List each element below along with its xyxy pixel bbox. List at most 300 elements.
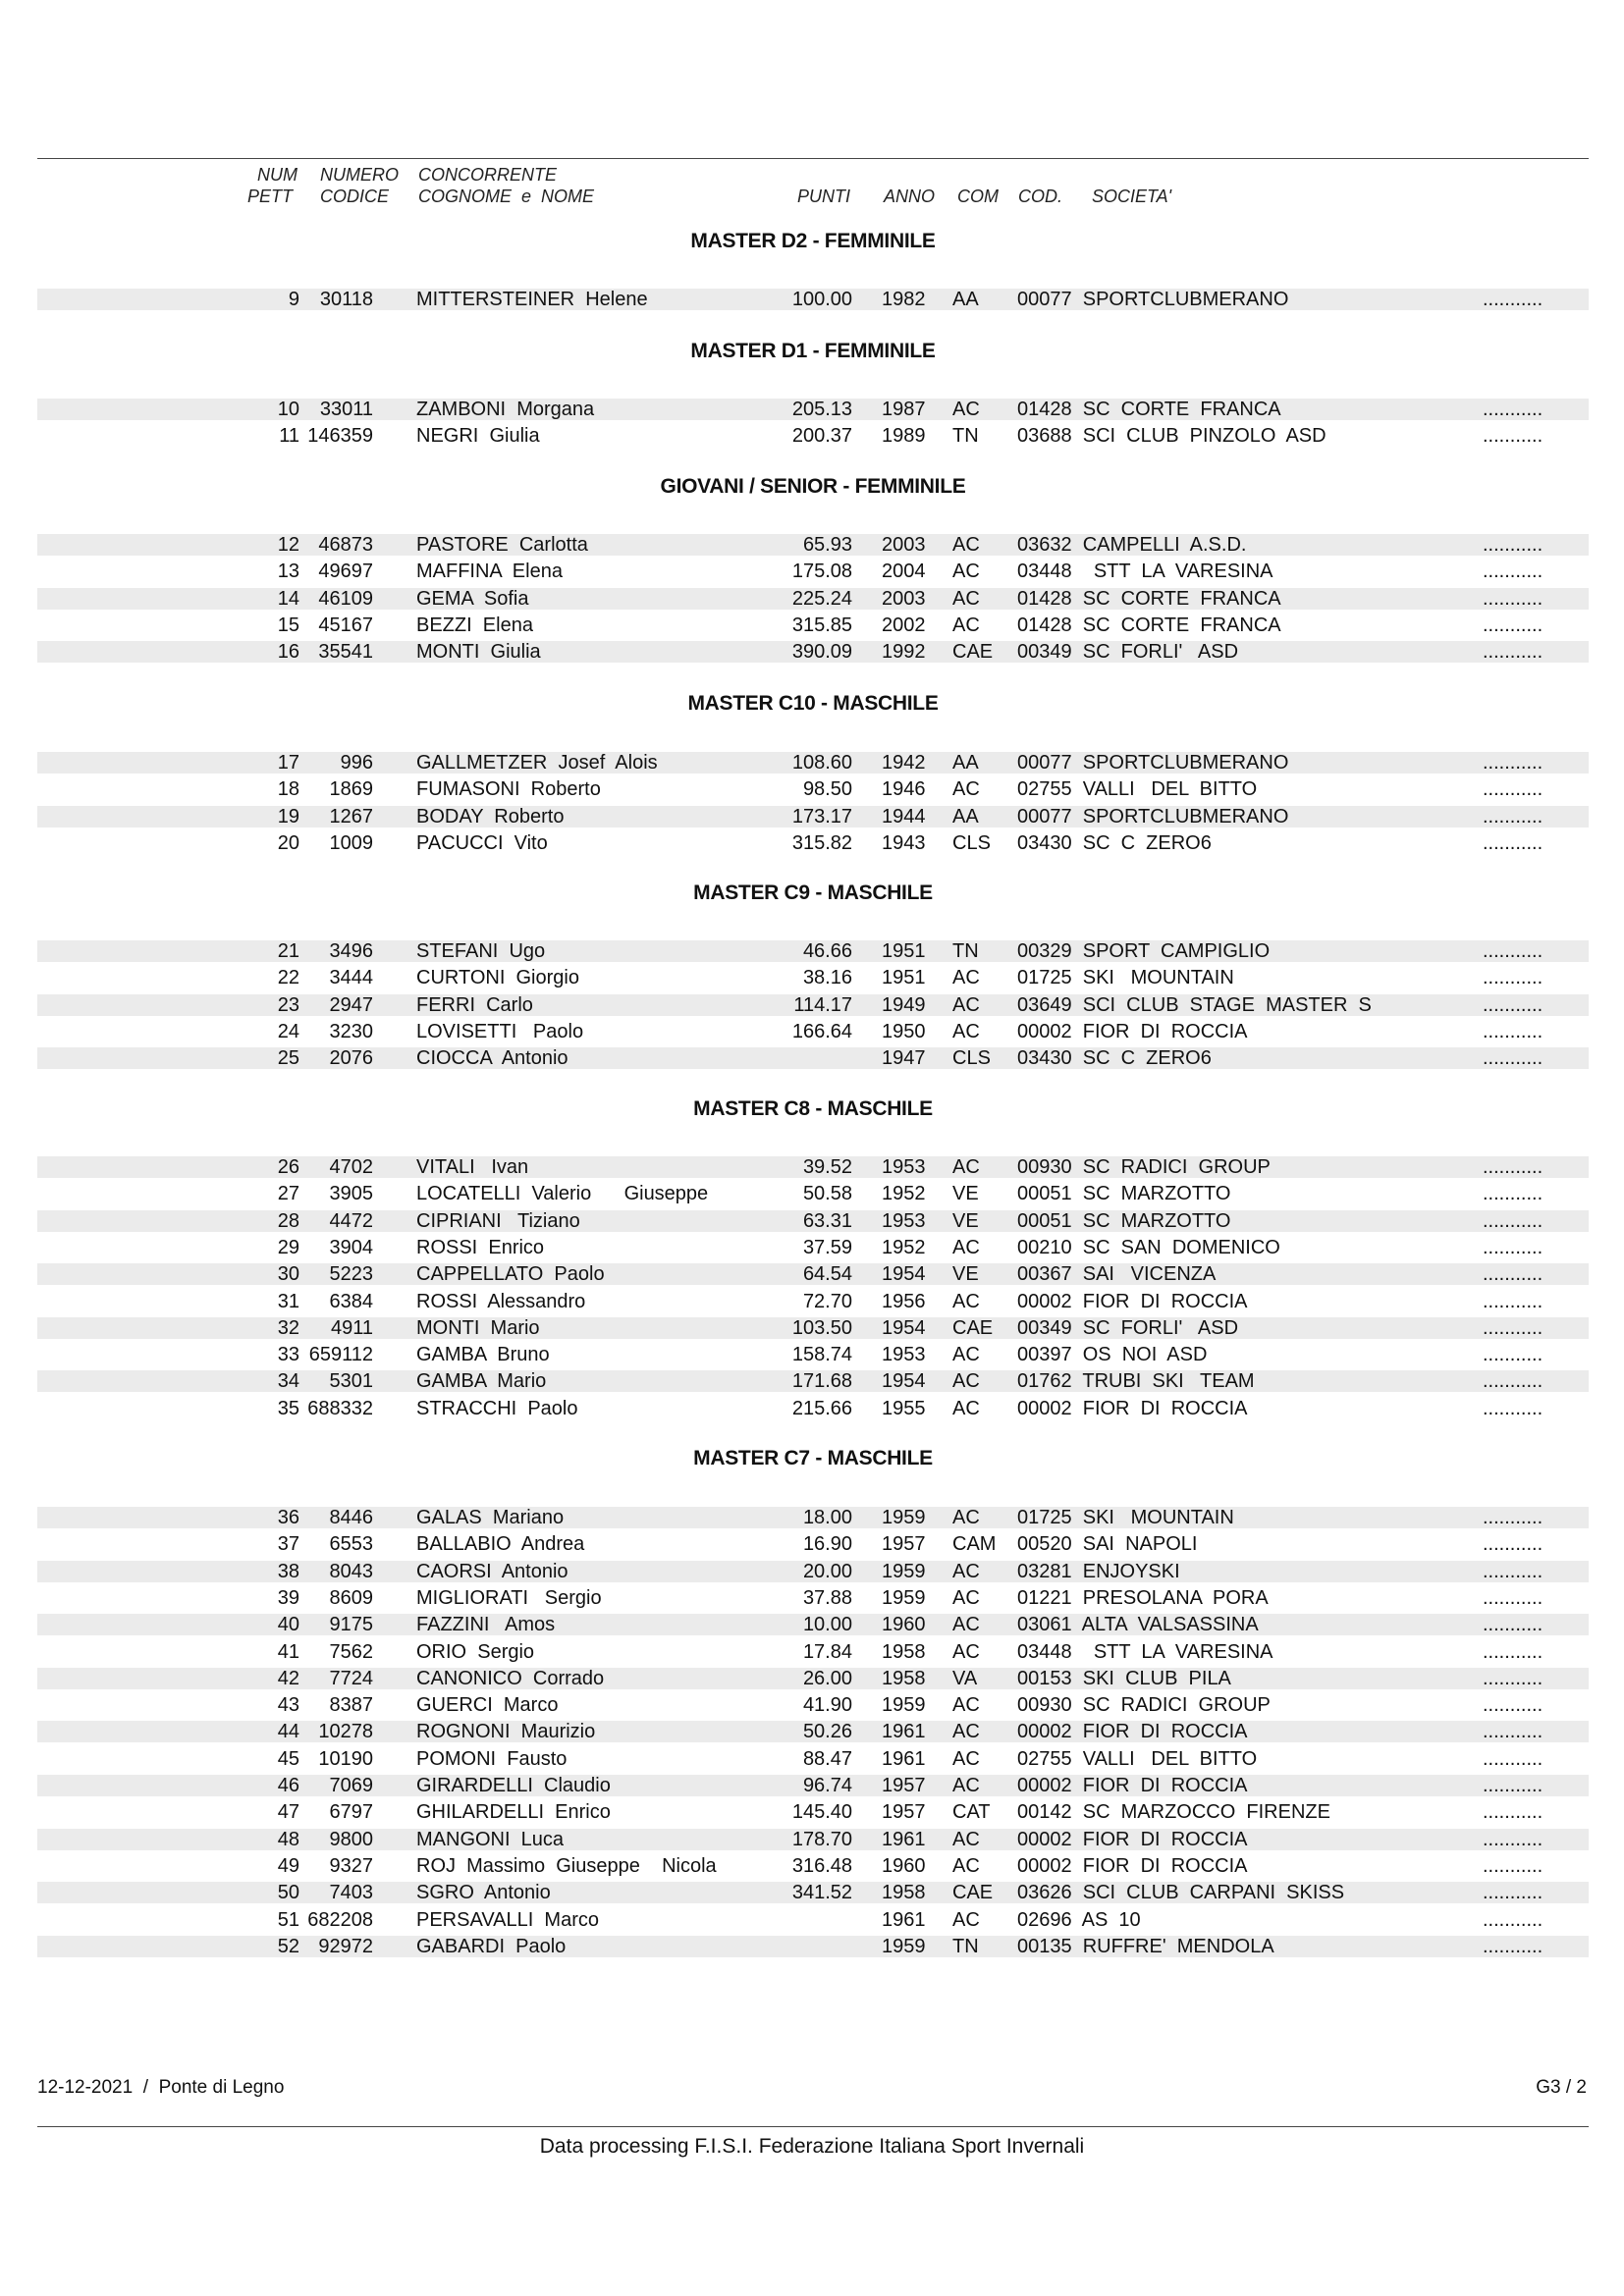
athlete-name: CIOCCA Antonio: [416, 1047, 568, 1070]
committee: AC: [952, 1640, 980, 1663]
athlete-code: 3230: [329, 1020, 373, 1042]
time-placeholder: ...........: [1483, 1828, 1543, 1850]
points: 215.66: [791, 1397, 852, 1419]
athlete-name: CAORSI Antonio: [416, 1560, 568, 1582]
footer-data-processing: Data processing F.I.S.I. Federazione Italiana Sport Invernali: [539, 2135, 1085, 2158]
committee: AC: [952, 778, 980, 801]
club: 00930 SC RADICI GROUP: [1017, 1694, 1271, 1717]
athlete-name: STRACCHI Paolo: [416, 1397, 578, 1419]
club: 00077 SPORTCLUBMERANO: [1017, 805, 1289, 828]
club: 01428 SC CORTE FRANCA: [1017, 399, 1281, 420]
table-row: [37, 1882, 1589, 1903]
birth-year: 1992: [882, 641, 926, 664]
table-row: [37, 614, 1589, 636]
header-com: COM: [957, 187, 999, 206]
committee: AC: [952, 561, 980, 583]
athlete-code: 9800: [329, 1828, 373, 1850]
bib-number: 29: [277, 1236, 299, 1258]
table-row: [37, 1344, 1589, 1365]
birth-year: 1944: [882, 805, 926, 828]
athlete-name: GUERCI Marco: [416, 1694, 559, 1717]
time-placeholder: ...........: [1483, 1316, 1543, 1339]
club: 01762 TRUBI SKI TEAM: [1017, 1370, 1255, 1393]
points: 16.90: [802, 1533, 852, 1556]
section-title: MASTER C10 - MASCHILE: [687, 692, 939, 715]
birth-year: 1957: [882, 1801, 926, 1824]
birth-year: 1961: [882, 1721, 926, 1743]
points: 390.09: [791, 641, 852, 664]
committee: TN: [952, 940, 979, 962]
table-row: [37, 1855, 1589, 1877]
table-row: [37, 1668, 1589, 1689]
club: 01725 SKI MOUNTAIN: [1017, 1507, 1234, 1528]
athlete-name: ROJ Massimo Giuseppe Nicola: [416, 1854, 717, 1877]
points: 38.16: [802, 967, 852, 989]
club: 03448 STT LA VARESINA: [1017, 561, 1273, 583]
committee: AC: [952, 1721, 980, 1743]
athlete-name: LOCATELLI Valerio Giuseppe: [416, 1183, 709, 1205]
athlete-name: CAPPELLATO Paolo: [416, 1263, 605, 1286]
points: 20.00: [802, 1560, 852, 1582]
birth-year: 2003: [882, 587, 926, 610]
committee: AC: [952, 1370, 980, 1393]
committee: AC: [952, 1908, 980, 1931]
bib-number: 36: [277, 1507, 299, 1528]
points: 39.52: [802, 1156, 852, 1178]
time-placeholder: ...........: [1483, 425, 1543, 448]
time-placeholder: ...........: [1483, 1263, 1543, 1286]
athlete-name: BODAY Roberto: [416, 805, 565, 828]
table-row: [37, 1507, 1589, 1528]
athlete-code: 46109: [318, 587, 373, 610]
table-row: [37, 1587, 1589, 1609]
bib-number: 37: [277, 1533, 299, 1556]
birth-year: 1950: [882, 1020, 926, 1042]
athlete-code: 2076: [329, 1047, 373, 1070]
table-row: [37, 778, 1589, 800]
athlete-code: 7724: [329, 1667, 373, 1689]
committee: AC: [952, 534, 980, 556]
committee: AC: [952, 399, 980, 420]
time-placeholder: ...........: [1483, 1775, 1543, 1796]
athlete-code: 35541: [318, 641, 373, 664]
athlete-code: 3904: [329, 1236, 373, 1258]
points: 96.74: [802, 1775, 852, 1796]
table-row: [37, 1263, 1589, 1285]
points: 175.08: [791, 561, 852, 583]
club: 00002 FIOR DI ROCCIA: [1017, 1290, 1248, 1312]
time-placeholder: ...........: [1483, 1586, 1543, 1609]
bib-number: 41: [277, 1640, 299, 1663]
points: 100.00: [791, 289, 852, 310]
table-row: [37, 1317, 1589, 1339]
points: 178.70: [791, 1828, 852, 1850]
bib-number: 51: [277, 1908, 299, 1931]
birth-year: 1949: [882, 993, 926, 1016]
table-row: [37, 1183, 1589, 1204]
time-placeholder: ...........: [1483, 1694, 1543, 1717]
committee: AC: [952, 614, 980, 636]
time-placeholder: ...........: [1483, 534, 1543, 556]
birth-year: 1959: [882, 1560, 926, 1582]
section-title: MASTER C7 - MASCHILE: [693, 1447, 933, 1469]
athlete-code: 3444: [329, 967, 373, 989]
bib-number: 50: [277, 1882, 299, 1904]
athlete-code: 30118: [319, 289, 373, 310]
club: 00930 SC RADICI GROUP: [1017, 1156, 1271, 1178]
birth-year: 1982: [882, 289, 926, 310]
athlete-name: GAMBA Bruno: [416, 1344, 550, 1366]
athlete-code: 8043: [329, 1560, 373, 1582]
bib-number: 42: [277, 1667, 299, 1689]
birth-year: 1951: [882, 967, 926, 989]
committee: AC: [952, 1614, 980, 1636]
table-row: [37, 1533, 1589, 1555]
club: 03448 STT LA VARESINA: [1017, 1640, 1273, 1663]
birth-year: 1942: [882, 752, 926, 774]
points: 315.82: [791, 831, 852, 854]
bib-number: 34: [277, 1370, 299, 1393]
points: 200.37: [791, 425, 852, 448]
points: 103.50: [791, 1316, 852, 1339]
club: 01428 SC CORTE FRANCA: [1017, 614, 1281, 636]
committee: AC: [952, 1828, 980, 1850]
committee: AC: [952, 1747, 980, 1770]
athlete-name: GAMBA Mario: [416, 1370, 547, 1393]
committee: CAM: [952, 1533, 997, 1556]
time-placeholder: ...........: [1483, 1370, 1543, 1393]
points: 88.47: [802, 1747, 852, 1770]
bib-number: 52: [277, 1935, 299, 1957]
bib-number: 35: [277, 1397, 299, 1419]
committee: AA: [952, 805, 979, 828]
club: 03649 SCI CLUB STAGE MASTER S: [1017, 993, 1372, 1016]
bib-number: 44: [277, 1721, 299, 1743]
committee: VA: [952, 1667, 978, 1689]
birth-year: 2004: [882, 561, 926, 583]
committee: CAE: [952, 1316, 994, 1339]
birth-year: 1959: [882, 1507, 926, 1528]
birth-year: 1961: [882, 1828, 926, 1850]
header-cod: COD.: [1018, 187, 1062, 206]
athlete-code: 7562: [329, 1640, 373, 1663]
time-placeholder: ...........: [1483, 967, 1543, 989]
bib-number: 15: [277, 614, 299, 636]
athlete-name: MIGLIORATI Sergio: [416, 1586, 602, 1609]
bib-number: 46: [277, 1775, 299, 1796]
birth-year: 1957: [882, 1775, 926, 1796]
points: 65.93: [802, 534, 852, 556]
athlete-code: 1267: [329, 805, 373, 828]
club: 00142 SC MARZOCCO FIRENZE: [1017, 1801, 1330, 1824]
bib-number: 17: [277, 752, 299, 774]
time-placeholder: ...........: [1483, 1801, 1543, 1824]
club: 03281 ENJOYSKI: [1017, 1560, 1180, 1582]
athlete-name: FAZZINI Amos: [416, 1614, 556, 1636]
bib-number: 18: [277, 778, 299, 801]
athlete-name: PACUCCI Vito: [416, 831, 548, 854]
table-row: [37, 561, 1589, 582]
bib-number: 31: [277, 1290, 299, 1312]
table-row: [37, 1291, 1589, 1312]
time-placeholder: ...........: [1483, 778, 1543, 801]
committee: AC: [952, 1854, 980, 1877]
club: 00349 SC FORLI' ASD: [1017, 641, 1239, 664]
bib-number: 26: [277, 1156, 299, 1178]
table-row: [37, 1775, 1589, 1796]
points: 205.13: [791, 399, 852, 420]
athlete-code: 1869: [329, 778, 373, 801]
birth-year: 1943: [882, 831, 926, 854]
birth-year: 1959: [882, 1935, 926, 1957]
bib-number: 47: [277, 1801, 299, 1824]
committee: AC: [952, 1236, 980, 1258]
athlete-name: NEGRI Giulia: [416, 425, 540, 448]
bib-number: 13: [277, 561, 299, 583]
club: 00210 SC SAN DOMENICO: [1017, 1236, 1280, 1258]
footer-date-location: 12-12-2021 / Ponte di Legno: [37, 2077, 285, 2098]
athlete-name: LOVISETTI Paolo: [416, 1020, 584, 1042]
points: 166.64: [791, 1020, 852, 1042]
athlete-name: MITTERSTEINER Helene: [416, 289, 648, 310]
athlete-code: 9175: [329, 1614, 373, 1636]
birth-year: 1958: [882, 1882, 926, 1904]
athlete-name: GABARDI Paolo: [416, 1935, 567, 1957]
birth-year: 1959: [882, 1694, 926, 1717]
section-title: GIOVANI / SENIOR - FEMMINILE: [660, 475, 966, 498]
club: 01725 SKI MOUNTAIN: [1017, 967, 1234, 989]
committee: AC: [952, 1507, 980, 1528]
table-row: [37, 1748, 1589, 1770]
club: 03430 SC C ZERO6: [1017, 1047, 1212, 1070]
bib-number: 45: [277, 1747, 299, 1770]
points: 315.85: [791, 614, 852, 636]
bib-number: 24: [277, 1020, 299, 1042]
points: 173.17: [791, 805, 852, 828]
time-placeholder: ...........: [1483, 1020, 1543, 1042]
birth-year: 1951: [882, 940, 926, 962]
header-concorrente-bottom: COGNOME e NOME: [418, 187, 595, 206]
committee: CAE: [952, 641, 994, 664]
points: 26.00: [802, 1667, 852, 1689]
club: 03061 ALTA VALSASSINA: [1017, 1614, 1259, 1636]
birth-year: 1952: [882, 1236, 926, 1258]
table-row: [37, 994, 1589, 1016]
athlete-code: 92972: [318, 1935, 373, 1957]
athlete-code: 4911: [330, 1316, 373, 1339]
table-row: [37, 1561, 1589, 1582]
birth-year: 1989: [882, 425, 926, 448]
committee: AC: [952, 1560, 980, 1582]
time-placeholder: ...........: [1483, 614, 1543, 636]
committee: AC: [952, 967, 980, 989]
athlete-code: 9327: [329, 1854, 373, 1877]
athlete-code: 33011: [319, 399, 373, 420]
table-row: [37, 588, 1589, 610]
committee: AA: [952, 289, 979, 310]
club: 00367 SAI VICENZA: [1017, 1263, 1217, 1286]
committee: TN: [952, 425, 979, 448]
time-placeholder: ...........: [1483, 1290, 1543, 1312]
time-placeholder: ...........: [1483, 1854, 1543, 1877]
committee: CAE: [952, 1882, 994, 1904]
table-row: [37, 399, 1589, 420]
athlete-code: 8609: [329, 1586, 373, 1609]
time-placeholder: ...........: [1483, 561, 1543, 583]
points: 145.40: [791, 1801, 852, 1824]
athlete-name: MANGONI Luca: [416, 1828, 565, 1850]
athlete-code: 5301: [329, 1370, 373, 1393]
bib-number: 28: [277, 1209, 299, 1232]
points: 64.54: [802, 1263, 852, 1286]
club: 03626 SCI CLUB CARPANI SKISS: [1017, 1882, 1345, 1904]
committee: AC: [952, 1156, 980, 1178]
table-row: [37, 1721, 1589, 1742]
birth-year: 1958: [882, 1667, 926, 1689]
athlete-code: 688332: [307, 1397, 373, 1419]
points: 98.50: [802, 778, 852, 801]
club: 00329 SPORT CAMPIGLIO: [1017, 940, 1271, 962]
athlete-code: 10190: [318, 1747, 373, 1770]
points: 225.24: [791, 587, 852, 610]
time-placeholder: ...........: [1483, 940, 1543, 962]
committee: VE: [952, 1209, 979, 1232]
athlete-name: BALLABIO Andrea: [416, 1533, 585, 1556]
bib-number: 22: [277, 967, 299, 989]
table-row: [37, 832, 1589, 854]
points: 46.66: [802, 940, 852, 962]
birth-year: 1961: [882, 1908, 926, 1931]
athlete-name: CIPRIANI Tiziano: [416, 1209, 580, 1232]
time-placeholder: ...........: [1483, 1397, 1543, 1419]
athlete-code: 146359: [307, 425, 373, 448]
points: 41.90: [802, 1694, 852, 1717]
time-placeholder: ...........: [1483, 993, 1543, 1016]
athlete-code: 7069: [329, 1775, 373, 1796]
athlete-name: VITALI Ivan: [416, 1156, 529, 1178]
table-row: [37, 1614, 1589, 1635]
athlete-name: SGRO Antonio: [416, 1882, 551, 1904]
committee: CLS: [952, 1047, 991, 1070]
time-placeholder: ...........: [1483, 1882, 1543, 1904]
table-row: [37, 1641, 1589, 1663]
points: 17.84: [802, 1640, 852, 1663]
club: 00077 SPORTCLUBMERANO: [1017, 752, 1289, 774]
bib-number: 9: [288, 289, 299, 310]
bib-number: 32: [277, 1316, 299, 1339]
time-placeholder: ...........: [1483, 1640, 1543, 1663]
committee: AC: [952, 993, 980, 1016]
club: 01221 PRESOLANA PORA: [1017, 1586, 1269, 1609]
birth-year: 1959: [882, 1586, 926, 1609]
athlete-code: 8446: [329, 1507, 373, 1528]
committee: AC: [952, 1775, 980, 1796]
time-placeholder: ...........: [1483, 399, 1543, 420]
birth-year: 1954: [882, 1316, 926, 1339]
bib-number: 14: [277, 587, 299, 610]
bib-number: 30: [277, 1263, 299, 1286]
points: 50.26: [802, 1721, 852, 1743]
athlete-name: PERSAVALLI Marco: [416, 1908, 599, 1931]
birth-year: 1953: [882, 1156, 926, 1178]
table-row: [37, 425, 1589, 447]
bib-number: 19: [277, 805, 299, 828]
points: 63.31: [802, 1209, 852, 1232]
athlete-name: ROSSI Alessandro: [416, 1290, 586, 1312]
table-row: [37, 289, 1589, 310]
athlete-name: FUMASONI Roberto: [416, 778, 601, 801]
athlete-code: 45167: [318, 614, 373, 636]
time-placeholder: ...........: [1483, 831, 1543, 854]
table-row: [37, 1210, 1589, 1232]
points: 10.00: [802, 1614, 852, 1636]
athlete-code: 682208: [307, 1908, 373, 1931]
club: 02755 VALLI DEL BITTO: [1017, 778, 1258, 801]
birth-year: 1960: [882, 1854, 926, 1877]
table-row: [37, 1021, 1589, 1042]
club: 00051 SC MARZOTTO: [1017, 1209, 1231, 1232]
club: 03688 SCI CLUB PINZOLO ASD: [1017, 425, 1326, 448]
club: 02696 AS 10: [1017, 1908, 1141, 1931]
athlete-name: ZAMBONI Morgana: [416, 399, 595, 420]
time-placeholder: ...........: [1483, 1507, 1543, 1528]
birth-year: 1952: [882, 1183, 926, 1205]
table-row: [37, 1909, 1589, 1931]
points: 171.68: [791, 1370, 852, 1393]
header-num-bottom: PETT: [247, 187, 294, 206]
athlete-name: ROGNONI Maurizio: [416, 1721, 596, 1743]
club: 00002 FIOR DI ROCCIA: [1017, 1020, 1248, 1042]
time-placeholder: ...........: [1483, 1614, 1543, 1636]
club: 00349 SC FORLI' ASD: [1017, 1316, 1239, 1339]
athlete-name: CURTONI Giorgio: [416, 967, 579, 989]
birth-year: 1961: [882, 1747, 926, 1770]
bib-number: 21: [277, 940, 299, 962]
birth-year: 1958: [882, 1640, 926, 1663]
table-row: [37, 1370, 1589, 1392]
athlete-name: GALAS Mariano: [416, 1507, 565, 1528]
time-placeholder: ...........: [1483, 752, 1543, 774]
club: 02755 VALLI DEL BITTO: [1017, 1747, 1258, 1770]
athlete-code: 3496: [329, 940, 373, 962]
athlete-code: 4472: [329, 1209, 373, 1232]
time-placeholder: ...........: [1483, 1721, 1543, 1743]
athlete-code: 2947: [329, 993, 373, 1016]
bib-number: 48: [277, 1828, 299, 1850]
club: 01428 SC CORTE FRANCA: [1017, 587, 1281, 610]
committee: TN: [952, 1935, 979, 1957]
section-title: MASTER C8 - MASCHILE: [693, 1097, 933, 1120]
committee: AC: [952, 1344, 980, 1366]
athlete-code: 8387: [329, 1694, 373, 1717]
header-anno: ANNO: [884, 187, 936, 206]
athlete-code: 6384: [329, 1290, 373, 1312]
committee: CAT: [952, 1801, 991, 1824]
time-placeholder: ...........: [1483, 1935, 1543, 1957]
birth-year: 1954: [882, 1370, 926, 1393]
bib-number: 49: [277, 1854, 299, 1877]
bib-number: 16: [277, 641, 299, 664]
time-placeholder: ...........: [1483, 1533, 1543, 1556]
club: 00077 SPORTCLUBMERANO: [1017, 289, 1289, 310]
bib-number: 23: [277, 993, 299, 1016]
birth-year: 1954: [882, 1263, 926, 1286]
section-title: MASTER D2 - FEMMINILE: [690, 230, 936, 252]
athlete-code: 49697: [318, 561, 373, 583]
header-societa: SOCIETA': [1092, 187, 1172, 206]
table-row: [37, 752, 1589, 774]
athlete-name: POMONI Fausto: [416, 1747, 568, 1770]
